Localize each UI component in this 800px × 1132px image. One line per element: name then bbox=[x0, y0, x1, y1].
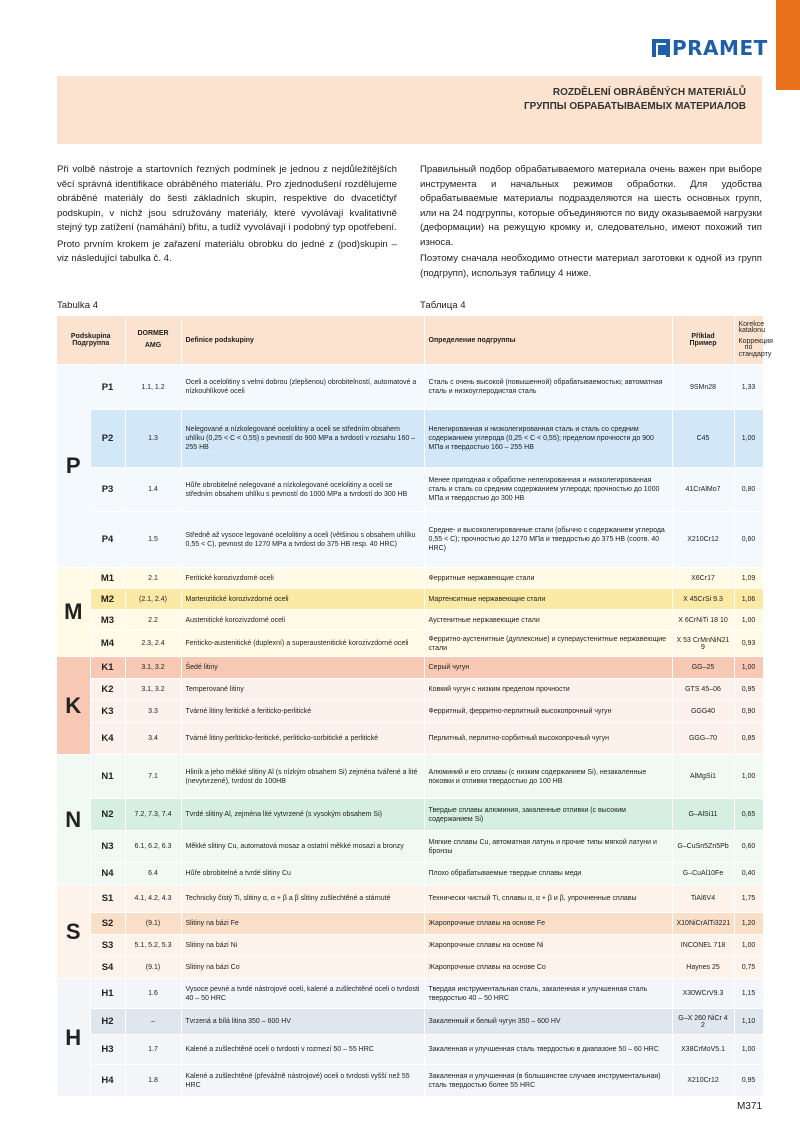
header-subgroup bbox=[57, 316, 125, 365]
example-material: G–CuSn5Zn5Pb bbox=[672, 831, 734, 863]
subgroup-code: M2 bbox=[90, 589, 125, 610]
correction-factor: 0,65 bbox=[734, 799, 763, 831]
header-subgroup-ru: Подгруппа bbox=[72, 340, 110, 347]
pramet-logo-icon bbox=[652, 39, 670, 57]
correction-factor: 1,00 bbox=[734, 410, 763, 468]
header-definition-cz: Definice podskupiny bbox=[181, 316, 424, 365]
definition-ru: Ферритный, ферритно-перлитный высокопрочный чугун bbox=[424, 701, 672, 723]
subgroup-code: K3 bbox=[90, 701, 125, 723]
materials-table bbox=[57, 316, 773, 1097]
example-material: GG–25 bbox=[672, 657, 734, 679]
definition-cz: Středně až vysoce legované ocelolitiny a oceli (většinou s obsahem uhlíku 0,55 < C), pevnost do 1270 MPa a tvrdost do 375 HB resp. 40 HRC) bbox=[181, 512, 424, 568]
subgroup-code: S1 bbox=[90, 885, 125, 913]
correction-factor: 0,80 bbox=[734, 468, 763, 512]
definition-ru: Технически чистый Ti, сплавы α, α + β и β, упрочненные сплавы bbox=[424, 885, 672, 913]
page-number: M371 bbox=[736, 1101, 762, 1112]
header-dormer-amg: DORMER AMG bbox=[125, 316, 181, 365]
dormer-amg-value: 7.1 bbox=[125, 755, 181, 799]
example-material: X210Cr12 bbox=[672, 1065, 734, 1097]
example-material: TiAl6V4 bbox=[672, 885, 734, 913]
definition-ru: Жаропрочные сплавы на основе Co bbox=[424, 957, 672, 979]
definition-cz: Austenitické korozivzdorné oceli bbox=[181, 610, 424, 631]
definition-cz: Temperované litiny bbox=[181, 679, 424, 701]
correction-factor: 1,15 bbox=[734, 979, 763, 1009]
definition-ru: Ферритно-аустенитные (дуплексные) и супераустенитные нержавеющие стали bbox=[424, 631, 672, 657]
definition-ru: Нелегированная и низколегированная сталь и сталь со средним содержанием углерода (0,25 < C < 0,55); пределом прочности до 900 МПа и твердостью 160 – 255 HB bbox=[424, 410, 672, 468]
dormer-amg-value: 6.1, 6.2, 6.3 bbox=[125, 831, 181, 863]
correction-factor: 0,60 bbox=[734, 831, 763, 863]
definition-cz: Hůře obrobitelné nelegované a nízkolegované ocelolitiny a oceli se středním obsahem uhlíku s pevností do 1000 MPa a tvrdostí do 300 HB bbox=[181, 468, 424, 512]
definition-cz: Nelegované a nízkolegované ocelolitiny a oceli se středním obsahem uhlíku (0,25 < C < 0,55) s pevností do 900 MPa a tvrdostí v rozsahu 160 – 255 HB bbox=[181, 410, 424, 468]
definition-cz: Slitiny na bázi Fe bbox=[181, 913, 424, 935]
table-row bbox=[57, 701, 763, 723]
table-row bbox=[57, 589, 763, 610]
dormer-amg-value: 1.1, 1.2 bbox=[125, 365, 181, 410]
correction-factor: 1,09 bbox=[734, 568, 763, 589]
definition-cz: Feriticko-austenitické (duplexní) a superaustenitické korozivzdorné oceli bbox=[181, 631, 424, 657]
table-row bbox=[57, 723, 763, 755]
definition-ru: Ковкий чугун с низким пределом прочности bbox=[424, 679, 672, 701]
definition-ru: Твердые сплавы алюминия, закаленные отливки (с высоким содержанием Si) bbox=[424, 799, 672, 831]
example-material: GTS 45–06 bbox=[672, 679, 734, 701]
example-material: INCONEL 718 bbox=[672, 935, 734, 957]
definition-cz: Kalené a zušlechtěné (převážně nástrojové) oceli o tvrdosti vyšší než 55 HRC bbox=[181, 1065, 424, 1097]
dormer-amg-value: 1.5 bbox=[125, 512, 181, 568]
intro-ru bbox=[420, 163, 762, 283]
definition-cz: Technicky čistý Ti, slitiny α, α + β a β slitiny zušlechtěné a stárnuté bbox=[181, 885, 424, 913]
dormer-amg-value: 2.3, 2.4 bbox=[125, 631, 181, 657]
header-correction-ru: Коррекция по стандарту bbox=[738, 337, 773, 358]
title-cz: ROZDĚLENÍ OBRÁBĚNÝCH MATERIÁLŮ bbox=[552, 87, 746, 98]
definition-ru: Закаленная и улучшенная сталь твердостью в диапазоне 50 – 60 HRC bbox=[424, 1035, 672, 1065]
dormer-amg-value: 1.8 bbox=[125, 1065, 181, 1097]
table-row bbox=[57, 568, 763, 589]
definition-cz: Slitiny na bázi Ni bbox=[181, 935, 424, 957]
subgroup-code: P4 bbox=[90, 512, 125, 568]
example-material: G–CuAl10Fe bbox=[672, 863, 734, 885]
table-row bbox=[57, 913, 763, 935]
table-row bbox=[57, 935, 763, 957]
dormer-amg-value: 2.1 bbox=[125, 568, 181, 589]
logo-text: PRAMET bbox=[672, 36, 768, 60]
table-row bbox=[57, 468, 763, 512]
definition-ru: Перлитный, перлитно-сорбитный высокопрочный чугун bbox=[424, 723, 672, 755]
subgroup-code: N2 bbox=[90, 799, 125, 831]
dormer-amg-value: (2.1, 2.4) bbox=[125, 589, 181, 610]
correction-factor: 1,00 bbox=[734, 935, 763, 957]
group-letter: K bbox=[57, 657, 90, 755]
table-row bbox=[57, 410, 763, 468]
example-material: X 45CrSi 9.3 bbox=[672, 589, 734, 610]
subgroup-code: N1 bbox=[90, 755, 125, 799]
dormer-amg-value: 6.4 bbox=[125, 863, 181, 885]
definition-ru: Плохо обрабатываемые твердые сплавы меди bbox=[424, 863, 672, 885]
correction-factor: 0,40 bbox=[734, 863, 763, 885]
subgroup-code: S2 bbox=[90, 913, 125, 935]
header-band bbox=[57, 76, 762, 144]
subgroup-code: N3 bbox=[90, 831, 125, 863]
dormer-amg-value: 4.1, 4.2, 4.3 bbox=[125, 885, 181, 913]
subgroup-code: K4 bbox=[90, 723, 125, 755]
table-row bbox=[57, 863, 763, 885]
example-material: 9SMn28 bbox=[672, 365, 734, 410]
correction-factor: 1,10 bbox=[734, 1009, 763, 1035]
table-row bbox=[57, 365, 763, 410]
definition-cz: Tvrzená a bílá litina 350 – 600 HV bbox=[181, 1009, 424, 1035]
correction-factor: 0,95 bbox=[734, 679, 763, 701]
correction-factor: 0,93 bbox=[734, 631, 763, 657]
table-row bbox=[57, 799, 763, 831]
dormer-amg-value: 3.3 bbox=[125, 701, 181, 723]
definition-ru: Жаропрочные сплавы на основе Fe bbox=[424, 913, 672, 935]
header-subgroup-cz: Podskupina bbox=[70, 333, 111, 340]
correction-factor: 1,00 bbox=[734, 610, 763, 631]
definition-cz: Oceli a ocelolitiny s velmi dobrou (zlepšenou) obrobitelností, automatové a nízkouhlíkové oceli bbox=[181, 365, 424, 410]
table-row bbox=[57, 885, 763, 913]
table-row bbox=[57, 1009, 763, 1035]
example-material: GGG40 bbox=[672, 701, 734, 723]
definition-cz: Měkké slitiny Cu, automatová mosaz a ostatní měkké mosazi a bronzy bbox=[181, 831, 424, 863]
subgroup-code: S4 bbox=[90, 957, 125, 979]
group-letter: M bbox=[57, 568, 90, 657]
dormer-amg-value: 1.3 bbox=[125, 410, 181, 468]
dormer-amg-value: (9.1) bbox=[125, 957, 181, 979]
subgroup-code: H4 bbox=[90, 1065, 125, 1097]
table-header-row bbox=[57, 316, 763, 365]
correction-factor: 1,75 bbox=[734, 885, 763, 913]
dormer-amg-value: 1.4 bbox=[125, 468, 181, 512]
corner-accent bbox=[776, 0, 800, 90]
dormer-amg-value: (9.1) bbox=[125, 913, 181, 935]
table-row bbox=[57, 679, 763, 701]
subgroup-code: M3 bbox=[90, 610, 125, 631]
definition-cz: Hůře obrobitelné a tvrdé slitiny Cu bbox=[181, 863, 424, 885]
correction-factor: 1,00 bbox=[734, 755, 763, 799]
definition-ru: Сталь с очень высокой (повышенной) обрабатываемостью; автоматная сталь и низкоуглеродистая сталь bbox=[424, 365, 672, 410]
header-definition-ru: Определение подгруппы bbox=[424, 316, 672, 365]
table-row bbox=[57, 831, 763, 863]
correction-factor: 1,00 bbox=[734, 1035, 763, 1065]
page-title bbox=[524, 86, 746, 114]
example-material: C45 bbox=[672, 410, 734, 468]
example-material: X 53 CrMnNiN21 9 bbox=[672, 631, 734, 657]
header-example bbox=[672, 316, 734, 365]
group-letter: S bbox=[57, 885, 90, 979]
definition-cz: Šedé litiny bbox=[181, 657, 424, 679]
subgroup-code: S3 bbox=[90, 935, 125, 957]
definition-ru: Мартенситные нержавеющие стали bbox=[424, 589, 672, 610]
header-correction-cz: Korekce katalonu bbox=[738, 320, 765, 335]
subgroup-code: P3 bbox=[90, 468, 125, 512]
table-row bbox=[57, 979, 763, 1009]
example-material: X38CrMoV5.1 bbox=[672, 1035, 734, 1065]
table-row bbox=[57, 1065, 763, 1097]
table-row bbox=[57, 957, 763, 979]
table-row bbox=[57, 657, 763, 679]
dormer-amg-value: 3.4 bbox=[125, 723, 181, 755]
definition-ru: Мягкие сплавы Cu, автоматная латунь и прочие типы мягкой латуни и бронзы bbox=[424, 831, 672, 863]
table-caption-cz: Tabulka 4 bbox=[57, 300, 99, 311]
definition-ru: Закаленный и белый чугун 350 – 600 HV bbox=[424, 1009, 672, 1035]
intro-ru-paragraph-1: Правильный подбор обрабатываемого материала очень важен при выборе инструмента и начальных режимов обработки. Для удобства обрабатываемые материалы подразделяются на шесть основных групп, или на 24 подгруппы, которые объединяются по виду оказываемой нагрузки (деформации) на режущую кромку и, следовательно, имеют похожий тип износа. bbox=[420, 164, 762, 248]
definition-cz: Martenzitické korozivzdorné oceli bbox=[181, 589, 424, 610]
intro-cz bbox=[57, 163, 397, 269]
definition-cz: Tvárné litiny perliticko-feritické, perliticko-sorbitické a perlitické bbox=[181, 723, 424, 755]
title-ru: ГРУППЫ ОБРАБАТЫВАЕМЫХ МАТЕРИАЛОВ bbox=[523, 101, 746, 112]
table-row bbox=[57, 1035, 763, 1065]
definition-ru: Твердая инструментальная сталь, закаленная и улучшенная сталь твердостью 40 – 50 HRC bbox=[424, 979, 672, 1009]
intro-ru-paragraph-2: Поэтому сначала необходимо отнести материал заготовки к одной из групп (подгрупп), используя таблицу 4 ниже. bbox=[420, 253, 762, 279]
subgroup-code: H3 bbox=[90, 1035, 125, 1065]
dormer-amg-value: 1.7 bbox=[125, 1035, 181, 1065]
example-material: X6Cr17 bbox=[672, 568, 734, 589]
dormer-amg-value: 3.1, 3.2 bbox=[125, 657, 181, 679]
group-letter: P bbox=[57, 365, 90, 568]
dormer-amg-value: 7.2, 7.3, 7.4 bbox=[125, 799, 181, 831]
correction-factor: 0,75 bbox=[734, 957, 763, 979]
table-caption-ru: Таблица 4 bbox=[420, 300, 466, 311]
example-material: X10NiCrAlTi3221 bbox=[672, 913, 734, 935]
subgroup-code: H1 bbox=[90, 979, 125, 1009]
example-material: GGG–70 bbox=[672, 723, 734, 755]
subgroup-code: H2 bbox=[90, 1009, 125, 1035]
correction-factor: 0,90 bbox=[734, 701, 763, 723]
dormer-amg-value: – bbox=[125, 1009, 181, 1035]
table-row bbox=[57, 755, 763, 799]
table-row bbox=[57, 610, 763, 631]
definition-ru: Алюминий и его сплавы (с низким содержанием Si), незакаленные поковки и отливки твердостью до 100 HB bbox=[424, 755, 672, 799]
header-example-ru: Пример bbox=[689, 340, 717, 347]
dormer-amg-value: 5.1, 5.2, 5.3 bbox=[125, 935, 181, 957]
subgroup-code: N4 bbox=[90, 863, 125, 885]
intro-cz-paragraph-1: Při volbě nástroje a startovních řezných podmínek je jednou z nejdůležitějších věcí správná identifikace obráběného materiálu. Pro zjednodušení rozdělujeme obráběné materiály do šesti základních skupin, respektive do dvacetičtyř podskupin, v nichž jsou sdružovány materiály, které vyvolávají kvalitativně stejný typ zatížení (namáhání) břitu, a tudíž vyvolávají i podobný typ opotřebení. bbox=[57, 164, 397, 233]
definition-cz: Hliník a jeho měkké slitiny Al (s nízkým obsahem Si) zejména tvářené a lité (nevytvrzené), tvrdost do 100HB bbox=[181, 755, 424, 799]
header-example-cz: Příklad bbox=[691, 333, 715, 340]
definition-cz: Kalené a zušlechtěné oceli o tvrdosti v rozmezí 50 – 55 HRC bbox=[181, 1035, 424, 1065]
subgroup-code: P1 bbox=[90, 365, 125, 410]
correction-factor: 0,85 bbox=[734, 723, 763, 755]
correction-factor: 0,95 bbox=[734, 1065, 763, 1097]
definition-ru: Менее пригодная к обработке нелегированная и низколегированная сталь и сталь со средним содержанием углерода; прочностью до 1000 МПа и твердостью до 300 HB bbox=[424, 468, 672, 512]
definition-cz: Feritické korozivzdorné oceli bbox=[181, 568, 424, 589]
correction-factor: 1,00 bbox=[734, 657, 763, 679]
group-letter: N bbox=[57, 755, 90, 885]
definition-ru: Жаропрочные сплавы на основе Ni bbox=[424, 935, 672, 957]
subgroup-code: M1 bbox=[90, 568, 125, 589]
definition-cz: Tvrdé slitiny Al, zejména lité vytvrzené (s vysokým obsahem Si) bbox=[181, 799, 424, 831]
subgroup-code: P2 bbox=[90, 410, 125, 468]
example-material: X 6CrNiTi 18 10 bbox=[672, 610, 734, 631]
dormer-amg-value: 3.1, 3.2 bbox=[125, 679, 181, 701]
definition-cz: Tvárné litiny feritické a feriticko-perlitické bbox=[181, 701, 424, 723]
subgroup-code: K1 bbox=[90, 657, 125, 679]
dormer-amg-value: 2.2 bbox=[125, 610, 181, 631]
definition-ru: Ферритные нержавеющие стали bbox=[424, 568, 672, 589]
example-material: 41CrAlMo7 bbox=[672, 468, 734, 512]
example-material: G–AlSi11 bbox=[672, 799, 734, 831]
definition-cz: Slitiny na bázi Co bbox=[181, 957, 424, 979]
definition-ru: Закаленная и улучшенная (в большинстве случаев инструментальная) сталь твердостью более 55 HRC bbox=[424, 1065, 672, 1097]
correction-factor: 1,33 bbox=[734, 365, 763, 410]
table-row bbox=[57, 512, 763, 568]
definition-ru: Серый чугун bbox=[424, 657, 672, 679]
example-material: G–X 260 NiCr 4 2 bbox=[672, 1009, 734, 1035]
example-material: X30WCrV9.3 bbox=[672, 979, 734, 1009]
subgroup-code: M4 bbox=[90, 631, 125, 657]
table-row bbox=[57, 631, 763, 657]
group-letter: H bbox=[57, 979, 90, 1097]
example-material: Haynes 25 bbox=[672, 957, 734, 979]
correction-factor: 1,06 bbox=[734, 589, 763, 610]
pramet-logo bbox=[652, 38, 768, 58]
definition-ru: Средне- и высоколегированные стали (обычно с содержанием углерода 0,55 < C); прочностью до 1270 МПа и твердостью до 375 HB (соотв. 40 HRC) bbox=[424, 512, 672, 568]
definition-ru: Аустенитные нержавеющие стали bbox=[424, 610, 672, 631]
intro-cz-paragraph-2: Proto prvním krokem je zařazení materiálu obrobku do jedné z (pod)skupin – viz následující tabulka č. 4. bbox=[57, 238, 397, 264]
subgroup-code: K2 bbox=[90, 679, 125, 701]
dormer-amg-value: 1.6 bbox=[125, 979, 181, 1009]
example-material: AlMgSi1 bbox=[672, 755, 734, 799]
correction-factor: 1,20 bbox=[734, 913, 763, 935]
definition-cz: Vysoce pevné a tvrdé nástrojové oceli, kalené a zušlechtěné oceli o tvrdosti 40 – 50 HRC bbox=[181, 979, 424, 1009]
correction-factor: 0,60 bbox=[734, 512, 763, 568]
example-material: X210Cr12 bbox=[672, 512, 734, 568]
header-correction bbox=[734, 316, 773, 365]
